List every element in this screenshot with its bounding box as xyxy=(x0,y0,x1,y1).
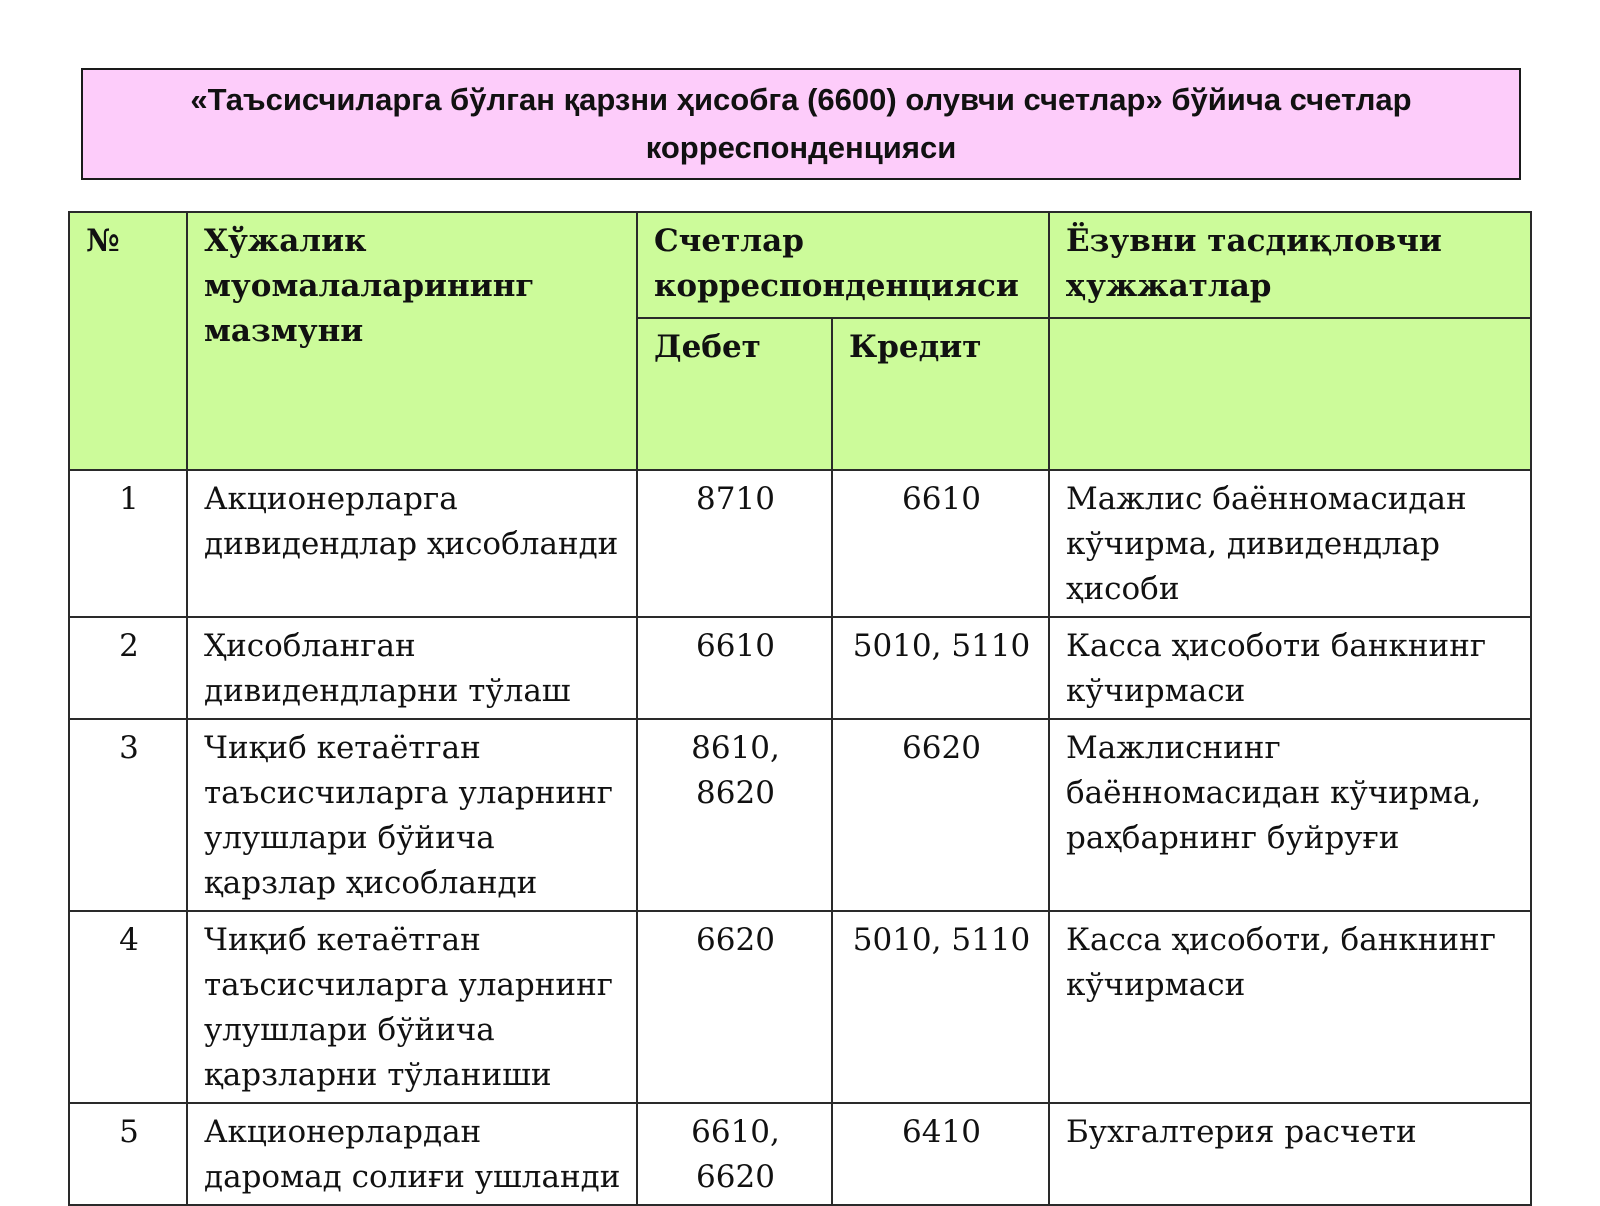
table-row xyxy=(69,911,1531,1103)
row-debit: 8710 xyxy=(637,470,832,617)
header-documents: Ёзувни тасдиқловчи ҳужжатлар xyxy=(1049,212,1531,318)
row-documents: Мажлис баённомасидан кўчирма, дивидендлар ҳисоби xyxy=(1049,470,1531,617)
table-row xyxy=(69,470,1531,617)
header-description: Хўжалик муомалаларининг мазмуни xyxy=(187,212,637,470)
row-no: 4 xyxy=(69,911,187,1103)
row-debit: 6620 xyxy=(637,911,832,1103)
row-no: 3 xyxy=(69,719,187,911)
slide-title: «Таъсисчиларга бўлган қарзни ҳисобга (6600) олувчи счетлар» бўйича счетлар корреспонденцияси xyxy=(81,68,1521,180)
correspondence-table xyxy=(68,211,1532,1206)
table-row xyxy=(69,617,1531,719)
table-row xyxy=(69,1103,1531,1205)
row-debit: 8610, 8620 xyxy=(637,719,832,911)
row-credit: 5010, 5110 xyxy=(832,911,1049,1103)
row-description: Акционерлардан даромад солиғи ушланди xyxy=(187,1103,637,1205)
row-description: Чиқиб кетаётган таъсисчиларга уларнинг улушлари бўйича қарзларни тўланиши xyxy=(187,911,637,1103)
row-description: Чиқиб кетаётган таъсисчиларга уларнинг улушлари бўйича қарзлар ҳисобланди xyxy=(187,719,637,911)
row-credit: 6620 xyxy=(832,719,1049,911)
row-debit: 6610, 6620 xyxy=(637,1103,832,1205)
row-description: Акционерларга дивидендлар ҳисобланди xyxy=(187,470,637,617)
header-no: № xyxy=(69,212,187,470)
row-no: 1 xyxy=(69,470,187,617)
row-no: 2 xyxy=(69,617,187,719)
row-documents: Касса ҳисоботи, банкнинг кўчирмаси xyxy=(1049,911,1531,1103)
row-credit: 6410 xyxy=(832,1103,1049,1205)
header-documents-blank xyxy=(1049,318,1531,470)
header-credit: Кредит xyxy=(832,318,1049,470)
header-debit: Дебет xyxy=(637,318,832,470)
row-debit: 6610 xyxy=(637,617,832,719)
row-documents: Касса ҳисоботи банкнинг кўчирмаси xyxy=(1049,617,1531,719)
row-credit: 5010, 5110 xyxy=(832,617,1049,719)
row-documents: Бухгалтерия расчети xyxy=(1049,1103,1531,1205)
row-no: 5 xyxy=(69,1103,187,1205)
row-description: Ҳисобланган дивидендларни тўлаш xyxy=(187,617,637,719)
row-documents: Мажлиснинг баённомасидан кўчирма, раҳбарнинг буйруғи xyxy=(1049,719,1531,911)
header-correspondence: Счетлар корреспонденцияси xyxy=(637,212,1049,318)
row-credit: 6610 xyxy=(832,470,1049,617)
table-row xyxy=(69,719,1531,911)
